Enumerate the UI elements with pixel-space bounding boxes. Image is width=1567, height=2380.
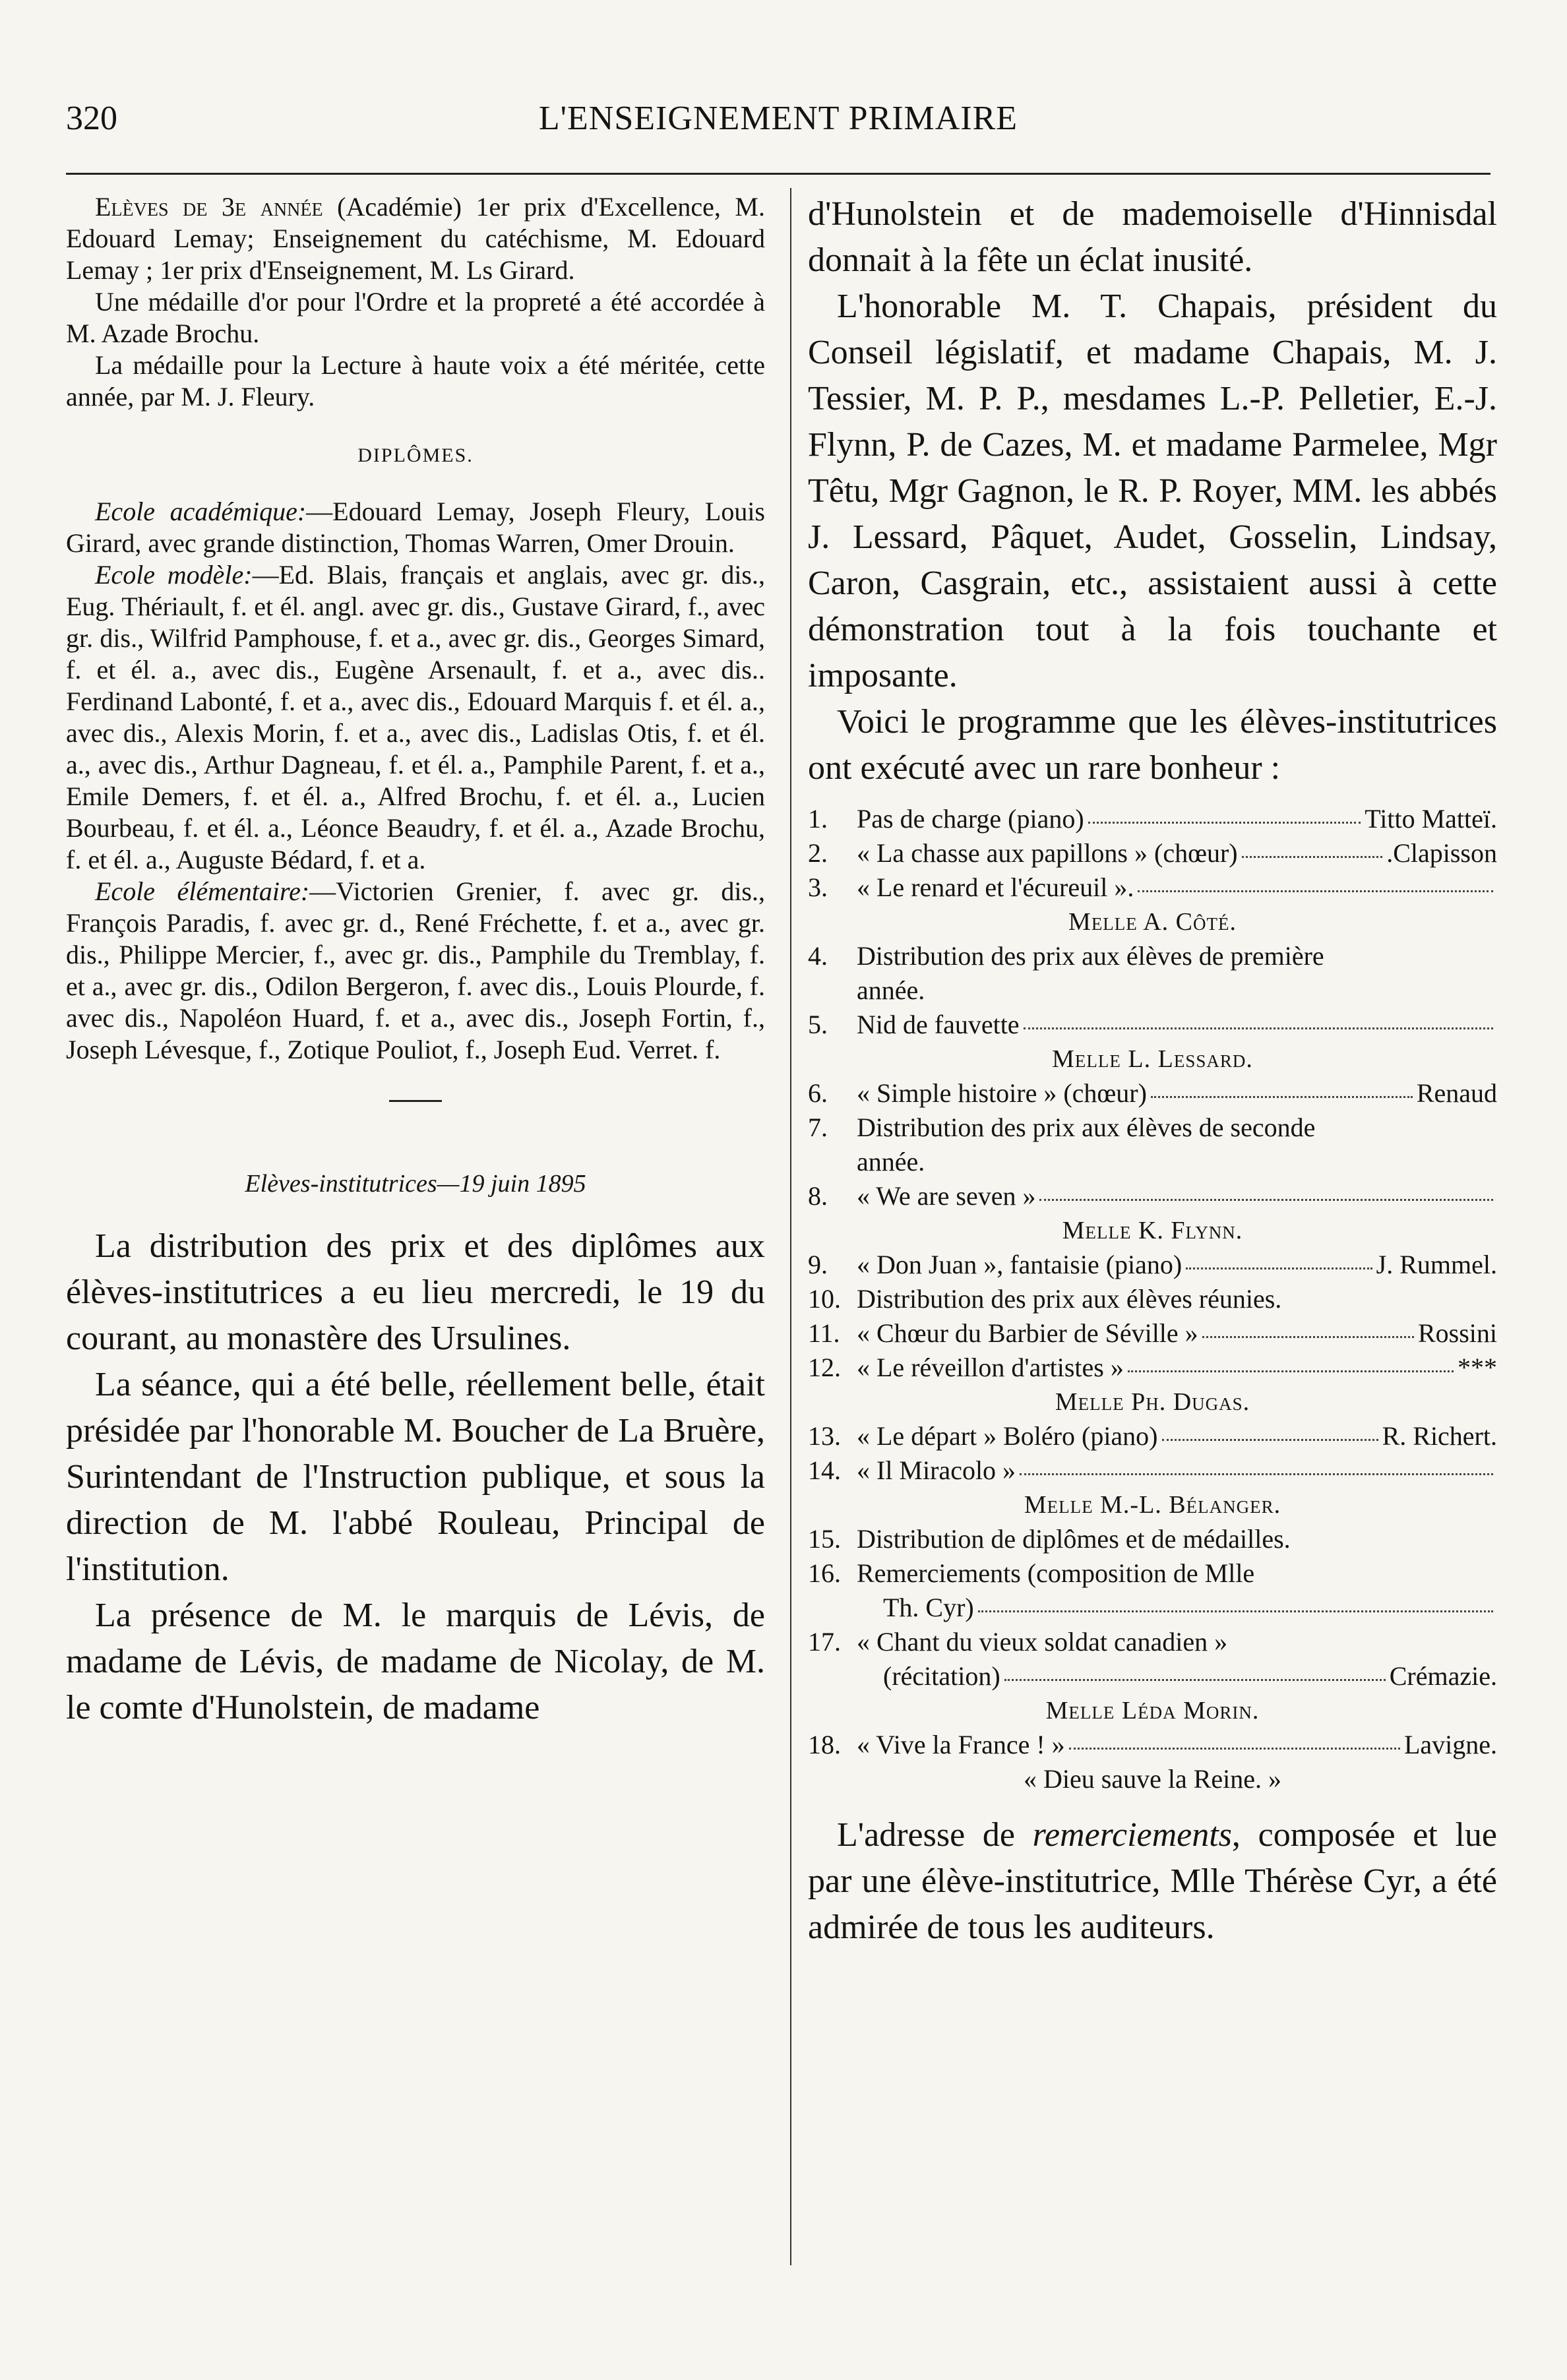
program-item (808, 1008, 1497, 1042)
program-performer (808, 1042, 1497, 1076)
program-item-continuation-text: (récitation) (883, 1661, 1000, 1691)
ecole-elementaire-text: —Victorien Grenier, f. avec gr. dis., François Paradis, f. avec gr. d., René Fréchette, f. et a., avec gr. dis., Philippe Mercier, f., avec gr. dis., Pamphile du Tremblay, f. et a., avec gr. dis., Odilon Bergeron, f. avec dis., Louis Plourde, f. avec dis., Napoléon Huard, f. et a., avec dis., Joseph Fortin, f., Joseph Lévesque, f., Zotique Pouliot, f., Joseph Eud. Verret. f. (66, 876, 765, 1064)
program-item-composer: Titto Matteï. (1365, 804, 1497, 834)
dot-leader (1024, 1027, 1493, 1029)
performer-name: Melle Ph. Dugas. (1055, 1388, 1250, 1416)
program-item-title: « Le réveillon d'artistes » (857, 1353, 1124, 1382)
ecole-elementaire-label: Ecole élémentaire: (95, 876, 310, 906)
dot-leader (1162, 1439, 1378, 1441)
dot-leader (978, 1610, 1493, 1612)
ecole-modele (66, 559, 765, 876)
program-item (808, 1179, 1497, 1213)
dot-leader (1039, 1199, 1493, 1201)
page-header (66, 99, 1490, 145)
program-item (808, 1453, 1497, 1488)
dot-leader (1202, 1336, 1414, 1338)
program-performer (808, 905, 1497, 939)
program-item (808, 1419, 1497, 1453)
program-item (808, 1625, 1497, 1659)
ecole-academique-label: Ecole académique: (95, 497, 307, 526)
header-rule (66, 173, 1490, 175)
ecole-modele-text: —Ed. Blais, français et anglais, avec gr. dis., Eug. Thériault, f. et él. angl. avec gr. dis., Gustave Girard, f., avec gr. dis., Wilfrid Pamphouse, f. et a., avec gr. dis., Georges Simard, f. et él. a., avec dis., Eugène Arsenault, f. et a., avec dis.. Ferdinand Labonté, f. et a., avec dis., Edouard Marquis f. et él. a., avec dis., Alexis Morin, f. et a., avec dis., Ladislas Otis, f. et él. a., avec dis., Arthur Dagneau, f. et él. a., Pamphile Parent, f. et a., Emile Demers, f. et él. a., Alfred Brochu, f. et él. a., Lucien Bourbeau, f. et él. a., Léonce Beaudry, f. et él. a., Azade Brochu, f. et él. a., Auguste Bédard, f. et a. (66, 560, 765, 874)
program-item-continuation-text: Th. Cyr) (883, 1593, 974, 1622)
program-item-title: Pas de charge (piano) (857, 804, 1084, 834)
program-item-title: « Don Juan », fantaisie (piano) (857, 1250, 1183, 1279)
body-paragraph-5: Voici le programme que les élèves-institutrices ont exécuté avec un rare bonheur : (808, 703, 1497, 787)
para-6-pre: L'adresse de (837, 1816, 1033, 1854)
program-performer (808, 1385, 1497, 1419)
closing-anthem: « Dieu sauve la Reine. » (1024, 1764, 1281, 1794)
program-item-composer: R. Richert. (1382, 1421, 1497, 1451)
dot-leader (1186, 1267, 1372, 1269)
performer-name: Melle L. Lessard. (1052, 1045, 1253, 1073)
program-item-number: 6. (808, 1078, 828, 1108)
program-item-number: 17. (808, 1627, 841, 1657)
program-item-composer: J. Rummel. (1376, 1250, 1497, 1279)
program-item-title: « La chasse aux papillons » (chœur) (857, 838, 1238, 868)
dot-leader (1020, 1473, 1493, 1475)
program-item-composer: Renaud (1416, 1078, 1497, 1108)
program-item (808, 1351, 1497, 1385)
program-item (808, 1728, 1497, 1762)
program-item-title: « Vive la France ! » (857, 1730, 1065, 1759)
program-item-continuation-text: année. (857, 975, 925, 1005)
program-item-number: 12. (808, 1353, 841, 1382)
program-item-number: 9. (808, 1250, 828, 1279)
program-item (808, 1111, 1497, 1145)
program-item-number: 11. (808, 1318, 840, 1348)
program-item-number: 2. (808, 838, 828, 868)
dot-leader (1004, 1679, 1386, 1681)
body-paragraph-1: La distribution des prix et des diplômes aux élèves-institutrices a eu lieu mercredi, le 19 du courant, au monastère des Ursulines. (66, 1227, 765, 1357)
program-item-number: 5. (808, 1010, 828, 1039)
diplomes-heading: DIPLÔMES. (357, 444, 474, 466)
intro-heading: Elèves de 3e année (95, 192, 323, 222)
program-item-number: 13. (808, 1421, 841, 1451)
intro-paragraph (66, 191, 765, 286)
section-heading: Elèves-institutrices—19 juin 1895 (245, 1170, 586, 1198)
program-item-continuation (808, 1659, 1497, 1693)
program-item-title: « Chœur du Barbier de Séville » (857, 1318, 1198, 1348)
body-paragraph-3: La présence de M. le marquis de Lévis, de madame de Lévis, de madame de Nicolay, de M. le comte d'Hunolstein, de madame (66, 1597, 765, 1726)
dot-leader (1069, 1748, 1400, 1750)
body-paragraph-continued: d'Hunolstein et de mademoiselle d'Hinnisdal donnait à la fête un éclat inusité. (808, 195, 1497, 279)
section-separator (389, 1100, 442, 1102)
body-paragraph-6 (808, 1812, 1497, 1951)
program-item-title: Distribution des prix aux élèves de première (857, 941, 1324, 971)
program-item (808, 870, 1497, 905)
program-item-title: « Il Miracolo » (857, 1455, 1016, 1485)
program-item (808, 1248, 1497, 1282)
program-item-continuation (808, 1145, 1497, 1179)
program-item-number: 15. (808, 1524, 841, 1554)
program-item-number: 18. (808, 1730, 841, 1759)
program-item-number: 16. (808, 1558, 841, 1588)
program-item (808, 836, 1497, 870)
program-item (808, 1556, 1497, 1591)
program-item-title: Distribution des prix aux élèves réunies. (857, 1284, 1282, 1314)
ecole-academique-text: —Edouard Lemay, Joseph Fleury, Louis Girard, avec grande distinction, Thomas Warren, Omer Drouin. (66, 497, 765, 558)
program-item-number: 7. (808, 1113, 828, 1142)
performer-name: Melle Léda Morin. (1045, 1697, 1260, 1724)
intro-text: (Académie) 1er prix d'Excellence, M. Edouard Lemay; Enseignement du catéchisme, M. Edouard Lemay ; 1er prix d'Enseignement, M. Ls Girard. (66, 192, 765, 285)
program-item (808, 1282, 1497, 1316)
dot-leader (1128, 1370, 1454, 1372)
program-item (808, 1316, 1497, 1351)
program-item-title: « Chant du vieux soldat canadien » (857, 1627, 1228, 1657)
program-item-composer: Lavigne. (1403, 1730, 1497, 1759)
dot-leader (1088, 822, 1361, 824)
ecole-academique (66, 496, 765, 559)
column-divider (790, 188, 791, 2265)
program-item-continuation (808, 973, 1497, 1008)
program-item-composer: .Clapisson (1386, 838, 1497, 868)
performer-name: Melle K. Flynn. (1062, 1217, 1243, 1244)
left-column (66, 191, 765, 1731)
program-item (808, 1076, 1497, 1111)
dot-leader (1242, 856, 1383, 858)
program-item (808, 1522, 1497, 1556)
program-item-title: Distribution des prix aux élèves de seconde (857, 1113, 1316, 1142)
program-item-composer: Crémazie. (1389, 1661, 1497, 1691)
program-item-title: Nid de fauvette (857, 1010, 1020, 1039)
program-performer (808, 1693, 1497, 1728)
program-item (808, 939, 1497, 973)
program-item-number: 4. (808, 941, 828, 971)
program-item-continuation (808, 1591, 1497, 1625)
program-item-number: 10. (808, 1284, 841, 1314)
program-performer (808, 1488, 1497, 1522)
ecole-modele-label: Ecole modèle: (95, 560, 253, 590)
program-item-title: « Le renard et l'écureuil ». (857, 872, 1134, 902)
program-item-number: 3. (808, 872, 828, 902)
dot-leader (1138, 890, 1493, 892)
program-item-title: « Simple histoire » (chœur) (857, 1078, 1147, 1108)
program-item-title: « We are seven » (857, 1181, 1036, 1211)
dot-leader (1151, 1096, 1413, 1098)
ecole-elementaire (66, 876, 765, 1066)
para-6-post: , composée et lue par une élève-institutrice, Mlle Thérèse Cyr, a été admirée de tous les auditeurs. (808, 1816, 1497, 1946)
performer-name: Melle A. Côté. (1068, 908, 1237, 936)
program-item-composer: Rossini (1417, 1318, 1497, 1348)
right-column (808, 191, 1497, 1951)
performer-name: Melle M.-L. Bélanger. (1024, 1491, 1281, 1519)
body-paragraph-2: La séance, qui a été belle, réellement belle, était présidée par l'honorable M. Boucher de La Bruère, Surintendant de l'Instruction publique, et sous la direction de M. l'abbé Rouleau, Principal de l'institution. (66, 1366, 765, 1588)
program-item-number: 1. (808, 804, 828, 834)
program-item-title: « Le départ » Boléro (piano) (857, 1421, 1158, 1451)
running-title: L'ENSEIGNEMENT PRIMAIRE (538, 100, 1018, 137)
program-item-composer: *** (1458, 1353, 1497, 1382)
program-item-number: 14. (808, 1455, 841, 1485)
page-number: 320 (66, 100, 117, 137)
body-paragraph-4: L'honorable M. T. Chapais, président du Conseil législatif, et madame Chapais, M. J. Tessier, M. P. P., mesdames L.-P. Pelletier, E.-J. Flynn, P. de Cazes, M. et madame Parmelee, Mgr Têtu, Mgr Gagnon, le R. P. Royer, MM. les abbés J. Lessard, Pâquet, Audet, Gosselin, Lindsay, Caron, Casgrain, etc., assistaient aussi à cette démonstration tout à la fois touchante et imposante. (808, 288, 1497, 694)
program-closing (808, 1762, 1497, 1796)
program-item (808, 802, 1497, 836)
program-item-number: 8. (808, 1181, 828, 1211)
program-item-continuation-text: année. (857, 1147, 925, 1176)
medal-paragraph-2: La médaille pour la Lecture à haute voix a été méritée, cette année, par M. J. Fleury. (66, 350, 765, 412)
program-item-title: Remerciements (composition de Mlle (857, 1558, 1255, 1588)
program-performer (808, 1213, 1497, 1248)
medal-paragraph-1: Une médaille d'or pour l'Ordre et la propreté a été accordée à M. Azade Brochu. (66, 287, 765, 348)
program-item-title: Distribution de diplômes et de médailles. (857, 1524, 1291, 1554)
program-list (808, 802, 1497, 1796)
para-6-italic: remerciements (1032, 1816, 1232, 1854)
